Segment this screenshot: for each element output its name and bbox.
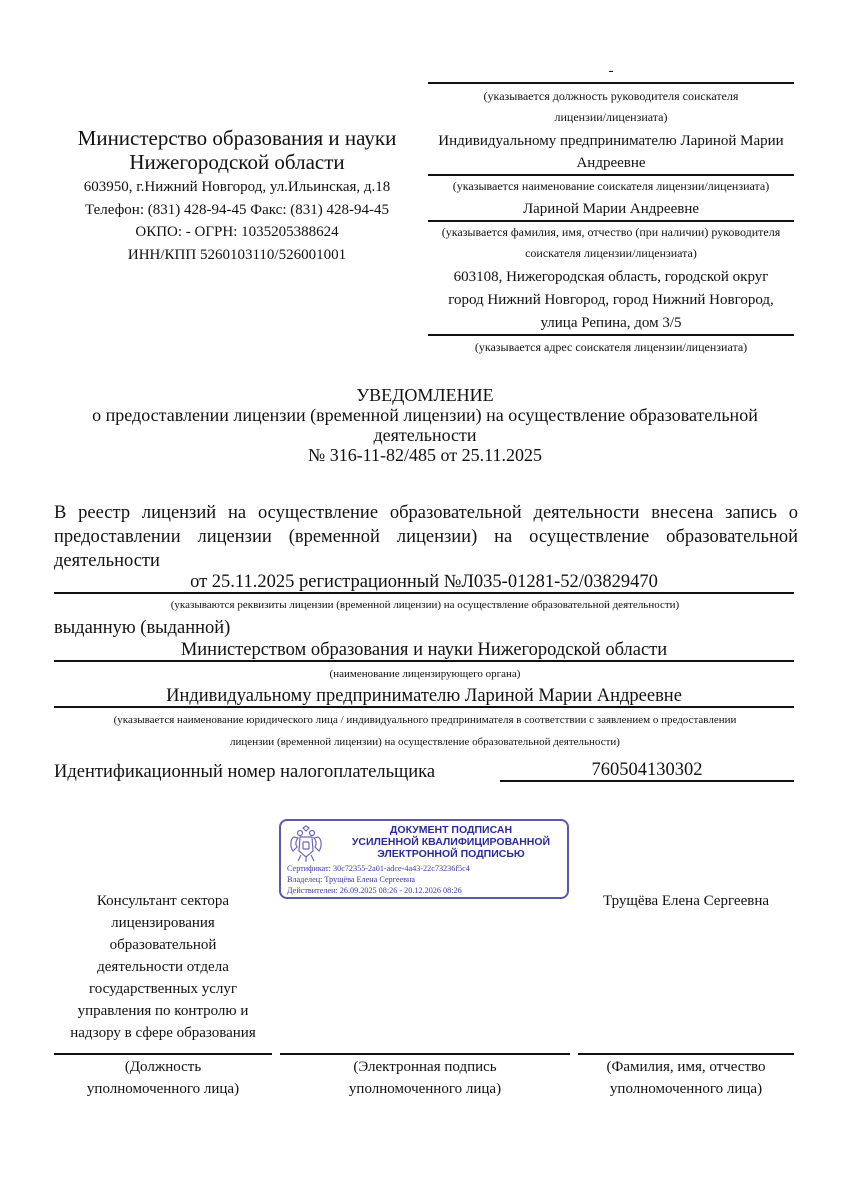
recipient-name-value-2: Андреевне: [576, 155, 646, 171]
caption-signature: [280, 1056, 570, 1100]
recipient-address-value-1: 603108, Нижегородская область, городской округ: [453, 269, 769, 285]
divider: [500, 780, 794, 782]
inn-label: Идентификационный номер налогоплательщика: [54, 762, 436, 782]
recipient-position-caption-1: (указывается должность руководителя соискателя: [483, 89, 739, 103]
signer-position-line: деятельности отдела: [97, 959, 229, 975]
recipient-name-value-1: Индивидуальному предпринимателю Лариной Марии: [438, 133, 784, 149]
notice-title-block: [40, 385, 810, 465]
recipient-address-value-2: город Нижний Новгород, город Нижний Новгород,: [448, 292, 774, 308]
body-line-3: деятельности: [54, 551, 160, 571]
signer-position: [54, 890, 272, 1044]
body-paragraph: [54, 501, 798, 573]
recipient-position-caption-2: лицензии/лицензиата): [554, 110, 668, 124]
recipient-name-caption: (указывается наименование соискателя лицензии/лицензиата): [452, 179, 770, 193]
caption-position-line-1: (Должность: [124, 1059, 202, 1075]
recipient-position-value: -: [608, 63, 614, 79]
issuer-inn-kpp: ИНН/КПП 5260103110/526001001: [127, 246, 347, 263]
divider: [428, 334, 794, 336]
stamp-certificate: Сертификат: 30c72355-2a01-adce-4a43-22c73236f5c4: [287, 864, 470, 873]
divider: [54, 660, 794, 662]
license-caption: (указываются реквизиты лицензии (временной лицензии) на осуществление образовательной деятельности): [170, 599, 680, 611]
stamp-heading-1: ДОКУМЕНТ ПОДПИСАН: [389, 824, 513, 836]
body-line-1: В реестр лицензий на осуществление образовательной деятельности внесена запись о: [54, 503, 798, 523]
divider: [54, 1053, 272, 1055]
caption-position: [54, 1056, 272, 1100]
electronic-signature-stamp: [279, 819, 569, 899]
signer-position-line: образовательной: [109, 937, 217, 953]
notice-number: № 316-11-82/485 от 25.11.2025: [308, 445, 542, 465]
divider: [54, 592, 794, 594]
licensee-value: Индивидуальному предпринимателю Лариной Марии Андреевне: [166, 686, 682, 706]
caption-signature-line-1: (Электронная подпись: [353, 1059, 497, 1075]
issuer-okpo-ogrn: ОКПО: - ОГРН: 1035205388624: [135, 224, 339, 240]
signer-name: Трущёва Елена Сергеевна: [602, 893, 770, 909]
stamp-heading: [339, 824, 563, 860]
inn-value: 760504130302: [591, 760, 703, 780]
divider: [578, 1053, 794, 1055]
caption-name-line-1: (Фамилия, имя, отчество: [606, 1059, 766, 1075]
authority-value: Министерством образования и науки Нижегородской области: [180, 640, 668, 660]
divider: [280, 1053, 570, 1055]
notice-subtitle-2: деятельности: [373, 425, 477, 445]
signer-position-line: государственных услуг: [88, 981, 237, 997]
stamp-heading-2: УСИЛЕННОЙ КВАЛИФИЦИРОВАННОЙ: [351, 836, 551, 848]
notice-heading: УВЕДОМЛЕНИЕ: [356, 385, 494, 405]
issuer-address: 603950, г.Нижний Новгород, ул.Ильинская, д.18: [83, 179, 391, 195]
issuer-block: [52, 126, 422, 266]
issuer-name-line2: Нижегородской области: [129, 150, 345, 174]
notice-subtitle-1: о предоставлении лицензии (временной лицензии) на осуществление образовательной: [92, 405, 758, 425]
caption-name: [578, 1056, 794, 1100]
issuer-name-line1: Министерство образования и науки: [77, 126, 397, 150]
stamp-owner: Владелец: Трущёва Елена Сергеевна: [287, 875, 416, 884]
license-value: от 25.11.2025 регистрационный №Л035-01281-52/03829470: [190, 572, 658, 592]
recipient-head-caption-1: (указывается фамилия, имя, отчество (при наличии) руководителя: [441, 225, 781, 239]
recipient-head-caption-2: соискателя лицензии/лицензиата): [525, 246, 697, 260]
recipient-head-value: Лариной Марии Андреевне: [522, 201, 700, 217]
body-line-2: предоставлении лицензии (временной лицензии) на осуществление образовательной: [54, 527, 798, 547]
signer-position-line: управления по контролю и: [77, 1003, 249, 1019]
signer-position-line: надзору в сфере образования: [70, 1025, 256, 1041]
caption-position-line-2: уполномоченного лица): [86, 1081, 240, 1097]
divider: [428, 82, 794, 84]
signer-position-line: Консультант сектора: [96, 893, 230, 909]
russian-coat-of-arms-icon: [288, 825, 324, 863]
stamp-heading-3: ЭЛЕКТРОННОЙ ПОДПИСЬЮ: [377, 848, 525, 860]
licensee-caption-2: лицензии (временной лицензии) на осуществление образовательной деятельности): [230, 736, 620, 748]
signer-position-line: лицензирования: [111, 915, 215, 931]
issued-label: выданную (выданной): [54, 618, 231, 638]
authority-caption: (наименование лицензирующего органа): [329, 668, 521, 680]
issuer-phones: Телефон: (831) 428-94-45 Факс: (831) 428-94-45: [85, 201, 389, 218]
licensee-caption-1: (указывается наименование юридического лица / индивидуального предпринимателя в соответствии с заявлением о предоставлении: [113, 714, 737, 726]
stamp-valid-period: Действителен: 26.09.2025 08:26 - 20.12.2026 08:26: [287, 886, 462, 895]
caption-signature-line-2: уполномоченного лица): [348, 1081, 502, 1097]
caption-name-line-2: уполномоченного лица): [609, 1081, 763, 1097]
divider: [54, 706, 794, 708]
recipient-address-caption: (указывается адрес соискателя лицензии/лицензиата): [474, 340, 748, 354]
recipient-address-value-3: улица Репина, дом 3/5: [540, 315, 682, 331]
